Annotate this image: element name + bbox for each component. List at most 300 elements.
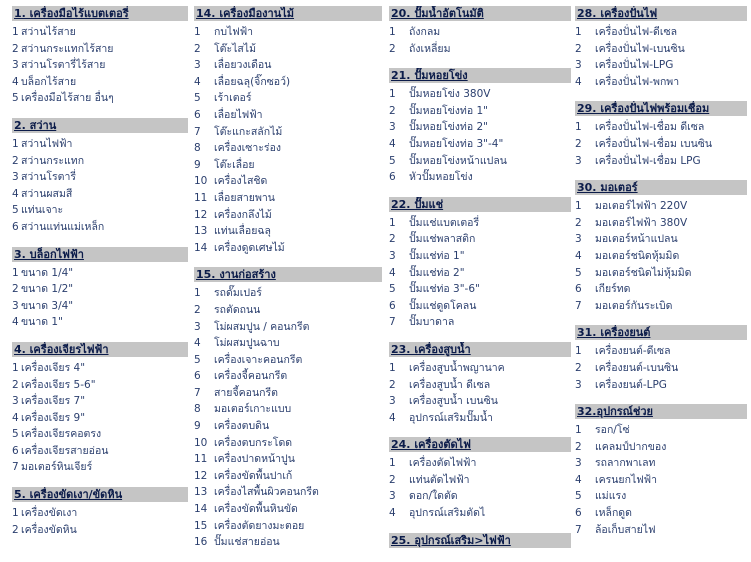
category-item-link[interactable] <box>575 74 747 91</box>
item-label: เครื่องปั่นไฟ-เชื่อม ดีเซล <box>595 121 705 134</box>
item-number: 6 <box>12 444 19 457</box>
category-item-link[interactable] <box>389 298 571 315</box>
item-number: 7 <box>194 386 201 399</box>
category-item-link[interactable] <box>575 265 747 282</box>
item-number: 3 <box>575 457 582 470</box>
category-section <box>194 267 382 551</box>
category-item-link[interactable] <box>12 393 188 410</box>
category-item-link[interactable] <box>12 90 188 107</box>
item-label: เครื่องยนต์-เบนซิน <box>595 361 679 374</box>
category-section <box>12 247 188 331</box>
category-item-link[interactable] <box>12 281 188 298</box>
category-section <box>12 6 188 107</box>
category-item-link[interactable] <box>12 360 188 377</box>
category-header-link[interactable]: 32.อุปกรณ์ช่วย <box>575 404 747 419</box>
item-label: ปั๊มหอยโข่งท่อ 2" <box>409 121 488 134</box>
category-item-link[interactable] <box>194 124 382 141</box>
item-label: เครื่องสูบน้ำพญานาค <box>409 361 505 374</box>
item-number: 4 <box>194 75 201 88</box>
category-item-link[interactable] <box>389 377 571 394</box>
item-number: 5 <box>389 154 396 167</box>
item-label: โต๊ะแกะสลักไม้ <box>214 125 283 138</box>
item-number: 8 <box>194 142 201 155</box>
item-label: แท่นตัดไฟฟ้า <box>409 473 470 486</box>
category-item-link[interactable] <box>12 443 188 460</box>
item-label: เครื่องปั่นไฟ-เบนซิน <box>595 42 685 55</box>
item-number: 2 <box>389 104 396 117</box>
category-item-link[interactable] <box>12 426 188 443</box>
item-label: เครื่องปั่นไฟ-พกพา <box>595 75 680 88</box>
category-item-link[interactable] <box>575 248 747 265</box>
category-item-list <box>194 285 382 551</box>
category-column-1 <box>12 6 188 549</box>
item-label: สว่านผสมสี <box>21 187 73 200</box>
item-label: เครื่องปั่นไฟ-เชื่อม LPG <box>595 154 701 167</box>
category-item-link[interactable] <box>194 352 382 369</box>
category-item-link[interactable] <box>389 472 571 489</box>
item-label: เครื่องขัดเงา <box>21 507 78 520</box>
item-number: 2 <box>12 378 19 391</box>
category-section <box>389 68 571 186</box>
category-item-list <box>12 24 188 107</box>
item-number: 5 <box>12 204 19 217</box>
category-section <box>12 487 188 538</box>
category-item-link[interactable] <box>194 468 382 485</box>
item-label: ปั๊มหอยโข่งท่อ 3"-4" <box>409 137 504 150</box>
item-label: ปั๊มหอยโข่ง 380V <box>409 88 491 101</box>
item-label: เครื่องเจียร 5-6" <box>21 378 96 391</box>
item-label: ขนาด 1/2" <box>21 283 74 296</box>
item-number: 5 <box>575 490 582 503</box>
item-label: โต๊ะไสไม้ <box>214 42 256 55</box>
item-label: แท่นเจาะ <box>21 204 64 217</box>
category-header-link[interactable]: 21. ปั๊มหอยโข่ง <box>389 68 571 83</box>
category-item-list <box>575 119 747 169</box>
category-item-link[interactable] <box>12 522 188 539</box>
item-label: เครื่องตัดยางมะตอย <box>214 519 305 532</box>
category-item-list <box>389 86 571 186</box>
category-item-link[interactable] <box>389 24 571 41</box>
item-number: 3 <box>389 395 396 408</box>
item-label: ปั๊มแช่ดูดโคลน <box>409 299 477 312</box>
category-item-link[interactable] <box>575 422 747 439</box>
category-item-link[interactable] <box>194 24 382 41</box>
item-number: 1 <box>575 424 582 437</box>
item-number: 1 <box>575 345 582 358</box>
item-label: มอเตอร์กันระเบิด <box>595 299 673 312</box>
category-section <box>194 6 382 256</box>
category-header-link[interactable]: 22. ปั๊มแช่ <box>389 197 571 212</box>
category-item-link[interactable] <box>194 41 382 58</box>
item-label: สว่านไร้สาย <box>21 26 76 38</box>
category-header-link[interactable]: 30. มอเตอร์ <box>575 180 747 195</box>
item-label: เลื่อยสายพาน <box>214 191 275 204</box>
category-item-link[interactable] <box>575 298 747 315</box>
item-number: 1 <box>389 88 396 101</box>
category-item-link[interactable] <box>194 451 382 468</box>
category-item-link[interactable] <box>194 401 382 418</box>
category-item-link[interactable] <box>575 136 747 153</box>
category-item-link[interactable] <box>575 505 747 522</box>
category-item-link[interactable] <box>575 455 747 472</box>
category-item-link[interactable] <box>389 86 571 103</box>
item-number: 4 <box>12 316 19 329</box>
item-label: เครื่องปั่นไฟ-เชื่อม เบนซิน <box>595 137 713 150</box>
item-number: 4 <box>575 249 582 262</box>
category-item-link[interactable] <box>12 505 188 522</box>
item-label: ปั๊มหอยโข่งหน้าแปลน <box>409 154 507 167</box>
item-number: 9 <box>194 420 201 433</box>
item-label: ปั๊มแช่พลาสติก <box>409 233 476 246</box>
category-header-link[interactable]: 2. สว่าน <box>12 118 188 133</box>
item-label: เครื่องเจาะคอนกรีต <box>214 353 303 366</box>
item-number: 1 <box>12 361 19 374</box>
category-item-link[interactable] <box>575 57 747 74</box>
category-section <box>575 325 747 393</box>
category-item-link[interactable] <box>12 57 188 74</box>
item-number: 4 <box>389 266 396 279</box>
category-item-link[interactable] <box>194 240 382 257</box>
category-section <box>575 6 747 90</box>
item-number: 1 <box>575 121 582 134</box>
category-header-link[interactable]: 4. เครื่องเจียรไฟฟ้า <box>12 342 188 357</box>
item-label: เครื่องสูบน้ำ ดีเซล <box>409 378 491 391</box>
category-item-link[interactable] <box>194 207 382 224</box>
item-number: 2 <box>12 523 19 536</box>
category-item-link[interactable] <box>389 153 571 170</box>
item-number: 2 <box>12 42 19 55</box>
category-header-link[interactable]: 29. เครื่องปั่นไฟพร้อมเชื่อม <box>575 101 747 116</box>
category-item-link[interactable] <box>12 24 188 41</box>
item-number: 4 <box>575 473 582 486</box>
category-item-list <box>389 360 571 426</box>
item-number: 12 <box>194 469 208 482</box>
item-number: 6 <box>575 283 582 296</box>
item-number: 1 <box>575 200 582 213</box>
category-item-link[interactable] <box>12 459 188 476</box>
category-item-link[interactable] <box>389 231 571 248</box>
category-item-link[interactable] <box>12 410 188 427</box>
category-item-link[interactable] <box>12 74 188 91</box>
item-label: เครื่องตบกระโดด <box>214 436 293 449</box>
category-item-list <box>194 24 382 256</box>
category-item-link[interactable] <box>12 169 188 186</box>
category-section <box>389 437 571 521</box>
item-number: 15 <box>194 519 208 532</box>
category-column-4 <box>575 6 747 549</box>
item-number: 2 <box>575 361 582 374</box>
category-item-link[interactable] <box>12 186 188 203</box>
category-item-link[interactable] <box>389 281 571 298</box>
category-item-link[interactable] <box>575 472 747 489</box>
item-number: 7 <box>12 461 19 474</box>
item-number: 1 <box>575 26 582 38</box>
category-item-link[interactable] <box>389 265 571 282</box>
category-section <box>12 342 188 476</box>
item-number: 5 <box>194 92 201 105</box>
item-label: เร้าเตอร์ <box>214 92 252 105</box>
item-label: เลื่อยฉลุ(จิ๊กซอว์) <box>214 75 291 88</box>
category-item-link[interactable] <box>575 119 747 136</box>
category-header-link[interactable]: 31. เครื่องยนต์ <box>575 325 747 340</box>
category-item-link[interactable] <box>389 410 571 427</box>
category-item-link[interactable] <box>194 90 382 107</box>
item-label: มอเตอร์เกาะแบบ <box>214 403 292 416</box>
item-number: 1 <box>12 26 19 38</box>
item-label: ถังเหลี่ยม <box>409 42 451 55</box>
category-header-link[interactable]: 3. บล็อกไฟฟ้า <box>12 247 188 262</box>
item-label: เครื่องเจียร 7" <box>21 395 86 408</box>
item-label: อุปกรณ์เสริมปั๊มน้ำ <box>409 411 493 424</box>
category-item-link[interactable] <box>389 360 571 377</box>
category-item-link[interactable] <box>194 74 382 91</box>
item-label: เหล็กดูด <box>595 507 632 520</box>
item-number: 13 <box>194 486 208 499</box>
category-item-link[interactable] <box>575 41 747 58</box>
item-label: เลื่อยวงเดือน <box>214 59 272 72</box>
item-label: เครื่องปั่นไฟ-ดีเซล <box>595 26 678 38</box>
item-number: 4 <box>12 75 19 88</box>
category-item-link[interactable] <box>194 107 382 124</box>
item-number: 6 <box>194 370 201 383</box>
category-header-link[interactable]: 1. เครื่องมือไร้แบตเตอรี่ <box>12 6 188 21</box>
category-item-link[interactable] <box>389 393 571 410</box>
category-section <box>12 118 188 236</box>
item-label: รถตัดถนน <box>214 303 261 316</box>
category-item-link[interactable] <box>194 140 382 157</box>
item-label: เครื่องตบดิน <box>214 420 270 433</box>
item-number: 11 <box>194 191 208 204</box>
category-item-link[interactable] <box>194 518 382 535</box>
item-number: 3 <box>194 320 201 333</box>
item-label: รถดั๊มเปอร์ <box>214 287 262 300</box>
category-item-link[interactable] <box>12 202 188 219</box>
item-label: ปั๊มแช่สายอ่อน <box>214 536 280 549</box>
item-label: ดอก/ใดตัด <box>409 490 458 503</box>
category-item-link[interactable] <box>575 281 747 298</box>
category-item-link[interactable] <box>194 173 382 190</box>
item-label: ขนาด 1/4" <box>21 266 74 279</box>
item-number: 3 <box>12 299 19 312</box>
category-item-link[interactable] <box>389 169 571 186</box>
category-item-link[interactable] <box>194 368 382 385</box>
category-item-list <box>575 343 747 393</box>
item-number: 2 <box>389 42 396 55</box>
item-number: 3 <box>389 121 396 134</box>
category-item-link[interactable] <box>194 335 382 352</box>
item-label: เครื่องขัดพื้นปาเก้ <box>214 469 293 482</box>
category-item-link[interactable] <box>575 377 747 394</box>
item-label: เครื่องตัดไฟฟ้า <box>409 457 477 470</box>
category-header-link[interactable]: 25. อุปกรณ์เสริม>ไฟฟ้า <box>389 533 571 548</box>
item-number: 6 <box>575 507 582 520</box>
item-number: 5 <box>194 353 201 366</box>
category-column-3 <box>389 6 571 559</box>
category-item-list <box>389 215 571 331</box>
category-section <box>389 6 571 57</box>
category-item-list <box>12 360 188 476</box>
category-item-link[interactable] <box>575 215 747 232</box>
category-item-link[interactable] <box>389 455 571 472</box>
item-label: รอก/โซ่ <box>595 424 630 437</box>
category-item-link[interactable] <box>194 302 382 319</box>
category-item-link[interactable] <box>389 136 571 153</box>
item-number: 4 <box>389 507 396 520</box>
category-item-link[interactable] <box>575 488 747 505</box>
category-item-link[interactable] <box>12 298 188 315</box>
category-item-link[interactable] <box>194 501 382 518</box>
item-label: เครื่องไสพื้นผิวคอนกรีต <box>214 486 319 499</box>
category-item-list <box>575 422 747 538</box>
item-label: สว่านกระแทก <box>21 154 85 167</box>
category-item-list <box>575 198 747 314</box>
category-item-link[interactable] <box>194 418 382 435</box>
item-label: อุปกรณ์เสริมตัดไ <box>409 507 486 520</box>
category-section <box>575 404 747 538</box>
item-number: 7 <box>575 299 582 312</box>
category-item-link[interactable] <box>389 215 571 232</box>
item-number: 2 <box>575 216 582 229</box>
category-item-link[interactable] <box>12 41 188 58</box>
item-label: แท่นเลื่อยฉลุ <box>214 225 271 238</box>
category-section <box>389 342 571 426</box>
category-item-link[interactable] <box>194 319 382 336</box>
item-label: สว่านโรตารี่ไร้สาย <box>21 59 106 72</box>
category-item-link[interactable] <box>575 343 747 360</box>
category-item-link[interactable] <box>194 285 382 302</box>
category-item-link[interactable] <box>194 385 382 402</box>
category-item-link[interactable] <box>12 219 188 236</box>
category-header-link[interactable]: 5. เครื่องขัดเงา/ขัดหิน <box>12 487 188 502</box>
category-item-link[interactable] <box>389 119 571 136</box>
item-number: 16 <box>194 536 208 549</box>
item-label: กบไฟฟ้า <box>214 26 254 38</box>
category-item-link[interactable] <box>194 484 382 501</box>
item-label: ปั๊มแช่แบตเตอรี่ <box>409 216 480 229</box>
category-item-link[interactable] <box>194 190 382 207</box>
category-item-link[interactable] <box>575 231 747 248</box>
category-header-link[interactable]: 24. เครื่องตัดไฟ <box>389 437 571 452</box>
item-number: 4 <box>12 187 19 200</box>
item-number: 3 <box>389 490 396 503</box>
item-number: 3 <box>389 249 396 262</box>
category-item-link[interactable] <box>12 153 188 170</box>
category-section <box>389 197 571 331</box>
category-item-link[interactable] <box>575 360 747 377</box>
item-number: 3 <box>575 378 582 391</box>
item-label: เครื่องปั่นไฟ-LPG <box>595 59 674 72</box>
item-label: ปั๊มบาดาล <box>409 316 455 329</box>
item-number: 3 <box>194 59 201 72</box>
item-label: ขนาด 3/4" <box>21 299 74 312</box>
item-label: แคลมป์ปากของ <box>595 440 667 453</box>
item-label: ปั๊มหอยโข่งท่อ 1" <box>409 104 488 117</box>
item-number: 10 <box>194 436 208 449</box>
category-item-link[interactable] <box>575 153 747 170</box>
category-item-link[interactable] <box>389 314 571 331</box>
category-item-link[interactable] <box>389 505 571 522</box>
item-label: สว่านไฟฟ้า <box>21 137 73 150</box>
item-label: หัวปั๊มหอยโข่ง <box>409 171 473 184</box>
category-item-link[interactable] <box>12 265 188 282</box>
item-number: 5 <box>12 428 19 441</box>
item-number: 6 <box>12 220 19 233</box>
item-number: 10 <box>194 175 208 188</box>
item-label: เครื่องสูบน้ำ เบนซิน <box>409 395 498 408</box>
item-number: 6 <box>389 171 396 184</box>
item-number: 3 <box>12 171 19 184</box>
item-number: 6 <box>194 108 201 121</box>
category-item-link[interactable] <box>194 57 382 74</box>
item-number: 1 <box>194 287 201 300</box>
category-header-link[interactable]: 14. เครื่องมืองานไม้ <box>194 6 382 21</box>
item-label: แม่แรง <box>595 490 627 503</box>
category-item-link[interactable] <box>389 488 571 505</box>
item-number: 2 <box>12 283 19 296</box>
category-section <box>575 180 747 314</box>
item-number: 14 <box>194 503 208 516</box>
item-number: 2 <box>12 154 19 167</box>
category-item-link[interactable] <box>12 377 188 394</box>
item-number: 4 <box>575 75 582 88</box>
category-item-link[interactable] <box>194 157 382 174</box>
item-label: เครื่องปาดหน้าปูน <box>214 453 295 466</box>
item-number: 1 <box>194 26 201 38</box>
category-item-list <box>575 24 747 90</box>
item-number: 3 <box>575 59 582 72</box>
item-label: สายจี้คอนกรีต <box>214 386 278 399</box>
category-item-link[interactable] <box>575 24 747 41</box>
category-item-link[interactable] <box>389 41 571 58</box>
item-label: ปั๊มแช่ท่อ 3"-6" <box>409 283 480 296</box>
item-label: มอเตอร์ชนิดหุ้มมิด <box>595 249 680 262</box>
item-label: เครื่องเจียรคอตรง <box>21 428 102 441</box>
item-number: 3 <box>12 59 19 72</box>
item-label: มอเตอร์หน้าแปลน <box>595 233 678 246</box>
category-header-link[interactable]: 28. เครื่องปั่นไฟ <box>575 6 747 21</box>
item-number: 2 <box>575 440 582 453</box>
item-number: 13 <box>194 225 208 238</box>
category-item-list <box>12 265 188 331</box>
category-header-link[interactable]: 23. เครื่องสูบน้ำ <box>389 342 571 357</box>
item-number: 2 <box>389 473 396 486</box>
item-label: ปั๊มแช่ท่อ 1" <box>409 249 465 262</box>
item-label: สว่านแท่นแม่เหล็ก <box>21 220 105 233</box>
item-number: 4 <box>12 411 19 424</box>
category-header-link[interactable]: 15. งานก่อสร้าง <box>194 267 382 282</box>
category-item-link[interactable] <box>389 248 571 265</box>
item-label: รถลากพาเลท <box>595 457 656 470</box>
category-item-link[interactable] <box>575 198 747 215</box>
item-label: โม่ผสมปูน / คอนกรีต <box>214 320 310 333</box>
category-item-link[interactable] <box>12 136 188 153</box>
category-item-link[interactable] <box>575 439 747 456</box>
category-item-link[interactable] <box>194 435 382 452</box>
item-number: 1 <box>12 507 19 520</box>
item-label: สว่านโรตารี่ <box>21 171 77 184</box>
item-number: 14 <box>194 241 208 254</box>
category-header-link[interactable]: 20. ปั๊มน้ำอัตโนมัติ <box>389 6 571 21</box>
category-item-link[interactable] <box>194 534 382 551</box>
item-label: ถังกลม <box>409 26 441 38</box>
item-label: เครื่องยนต์-LPG <box>595 378 667 391</box>
category-item-link[interactable] <box>12 314 188 331</box>
item-number: 4 <box>389 411 396 424</box>
item-label: มอเตอร์หินเจียร์ <box>21 461 93 474</box>
category-item-link[interactable] <box>575 522 747 539</box>
category-item-link[interactable] <box>194 223 382 240</box>
category-item-link[interactable] <box>389 103 571 120</box>
